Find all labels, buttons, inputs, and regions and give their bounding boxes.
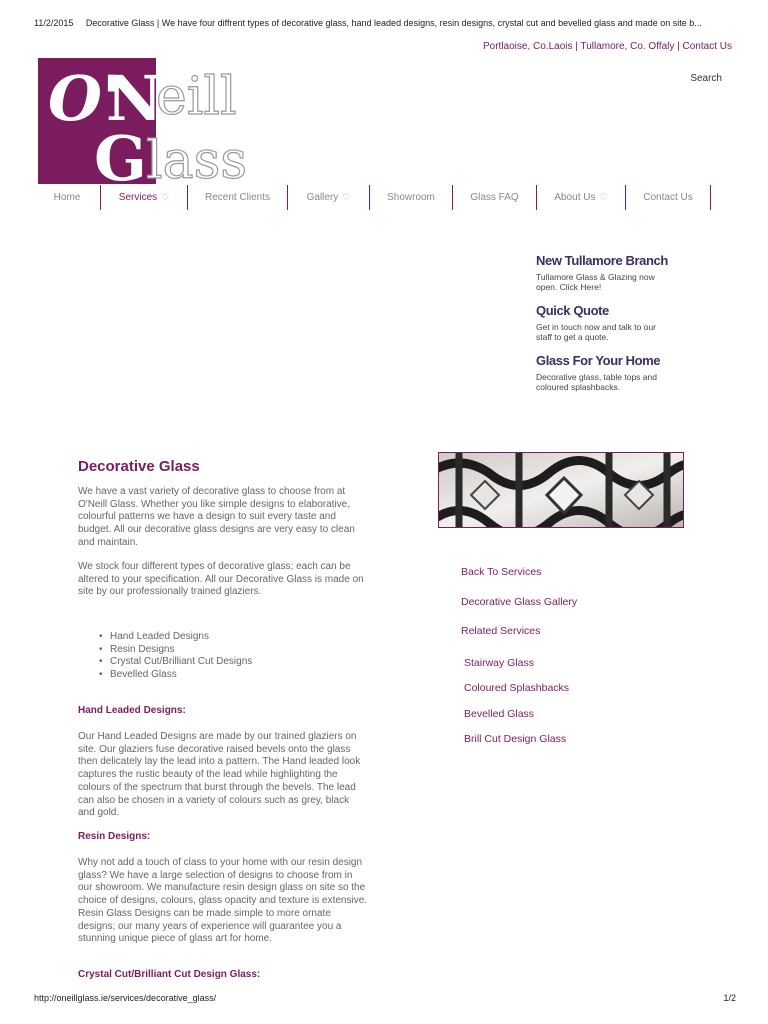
nav-services[interactable] — [101, 185, 188, 210]
promo-glass-home[interactable] — [536, 353, 736, 392]
nav-label: Showroom — [387, 192, 435, 203]
svg-text:lass: lass — [146, 131, 248, 184]
nav-label: Home — [53, 192, 81, 203]
dropdown-heart-icon: ♡ — [342, 192, 351, 202]
promo-tullamore[interactable] — [536, 253, 736, 292]
location-links[interactable]: Portlaoise, Co.Laois | Tullamore, Co. Offaly | Contact Us — [482, 41, 732, 52]
nav-label: Contact Us — [643, 192, 693, 203]
nav-about-us[interactable] — [537, 185, 626, 210]
list-item: • Crystal Cut/Brilliant Cut Designs — [110, 656, 252, 669]
svg-text:eill: eill — [156, 67, 237, 127]
related-bevelled-glass[interactable]: Bevelled Glass — [464, 708, 535, 720]
nav-home[interactable] — [34, 185, 101, 210]
nav-label: Glass FAQ — [470, 192, 519, 203]
promo-text: Tullamore Glass & Glazing now open. Click Here! — [536, 272, 655, 292]
glass-types-list — [110, 631, 252, 681]
promo-title: Glass For Your Home — [536, 353, 661, 368]
dropdown-heart-icon: ♡ — [599, 192, 608, 202]
related-brill-cut-glass[interactable]: Brill Cut Design Glass — [464, 733, 567, 745]
related-stairway-glass[interactable]: Stairway Glass — [464, 657, 535, 669]
list-item: • Resin Designs — [110, 644, 252, 657]
print-title: Decorative Glass | We have four diffrent types of decorative glass, hand leaded designs, resin designs, crystal cut and bevelled glass and made on site b... — [85, 18, 702, 28]
decorative-glass-photo — [438, 452, 684, 528]
promo-text: Decorative glass, table tops and coloured splashbacks. — [536, 372, 657, 392]
nav-label: Gallery — [306, 192, 339, 203]
site-logo[interactable] — [38, 58, 268, 184]
page-title: Decorative Glass — [78, 458, 200, 475]
hand-leaded-heading: Hand Leaded Designs: — [78, 705, 186, 716]
nav-label: Recent Clients — [204, 192, 271, 203]
promo-quick-quote[interactable] — [536, 303, 736, 342]
nav-gallery[interactable] — [288, 185, 370, 210]
search-link[interactable]: Search — [690, 73, 722, 84]
promo-title: Quick Quote — [536, 303, 609, 318]
svg-text:O': O' — [48, 62, 121, 135]
nav-contact-us[interactable] — [626, 185, 711, 210]
promo-title: New Tullamore Branch — [536, 253, 668, 268]
resin-paragraph: Why not add a touch of class to your home with our resin design glass? We have a large selection of designs to choose from in our showroom. We manufacture resin design glass on site so the choice of designs, colours, glass opacity and texture is extensive. Resin Glass Designs can be made simple to more ornate designs; our many years of experience will guarantee you a stunning unique piece of glass art for home. — [78, 857, 368, 945]
print-header — [34, 18, 754, 28]
nav-recent-clients[interactable] — [188, 185, 288, 210]
types-intro-paragraph: We stock four different types of decorative glass; each can be altered to your specification. All our Decorative Glass is made on site by our professionally trained glaziers. — [78, 561, 364, 598]
nav-label: Services — [118, 192, 158, 203]
svg-text:N: N — [106, 62, 163, 135]
nav-glass-faq[interactable] — [453, 185, 537, 210]
nav-showroom[interactable] — [370, 185, 453, 210]
related-coloured-splashbacks[interactable]: Coloured Splashbacks — [464, 682, 570, 694]
list-item: • Hand Leaded Designs — [110, 631, 252, 644]
main-nav — [34, 185, 711, 210]
svg-text:G: G — [94, 122, 147, 184]
promo-text: Get in touch now and talk to our staff to get a quote. — [536, 322, 657, 342]
resin-heading: Resin Designs: — [78, 831, 151, 842]
page-number: 1/2 — [723, 993, 736, 1003]
nav-label: About Us — [554, 192, 596, 203]
footer-url: http://oneillglass.ie/services/decorative_glass/ — [34, 993, 217, 1003]
list-item: • Bevelled Glass — [110, 669, 252, 682]
gallery-link[interactable]: Decorative Glass Gallery — [461, 596, 578, 608]
print-date: 11/2/2015 — [34, 18, 74, 28]
related-services-label: Related Services — [461, 625, 541, 637]
dropdown-heart-icon: ♡ — [161, 192, 170, 202]
crystal-heading: Crystal Cut/Brilliant Cut Design Glass: — [78, 969, 261, 980]
logo-graphic — [38, 58, 268, 184]
hand-leaded-paragraph: Our Hand Leaded Designs are made by our trained glaziers on site. Our glaziers fuse decorative raised bevels onto the glass then delicately lay the lead into a pattern. The Hand leaded look captures the rustic beauty of the lead while highlighting the colours of the spectrum that burst through the bevels. The lead can also be chosen in a variety of colours such as grey, black and gold. — [78, 731, 361, 819]
back-to-services-link[interactable]: Back To Services — [461, 566, 542, 578]
intro-paragraph: We have a vast variety of decorative glass to choose from at O'Neill Glass. Whether you like simple designs to elaborative, colourful patterns we have a design to suit every taste and budget. All our decorative glass designs are very easy to clean and maintain. — [78, 486, 355, 548]
